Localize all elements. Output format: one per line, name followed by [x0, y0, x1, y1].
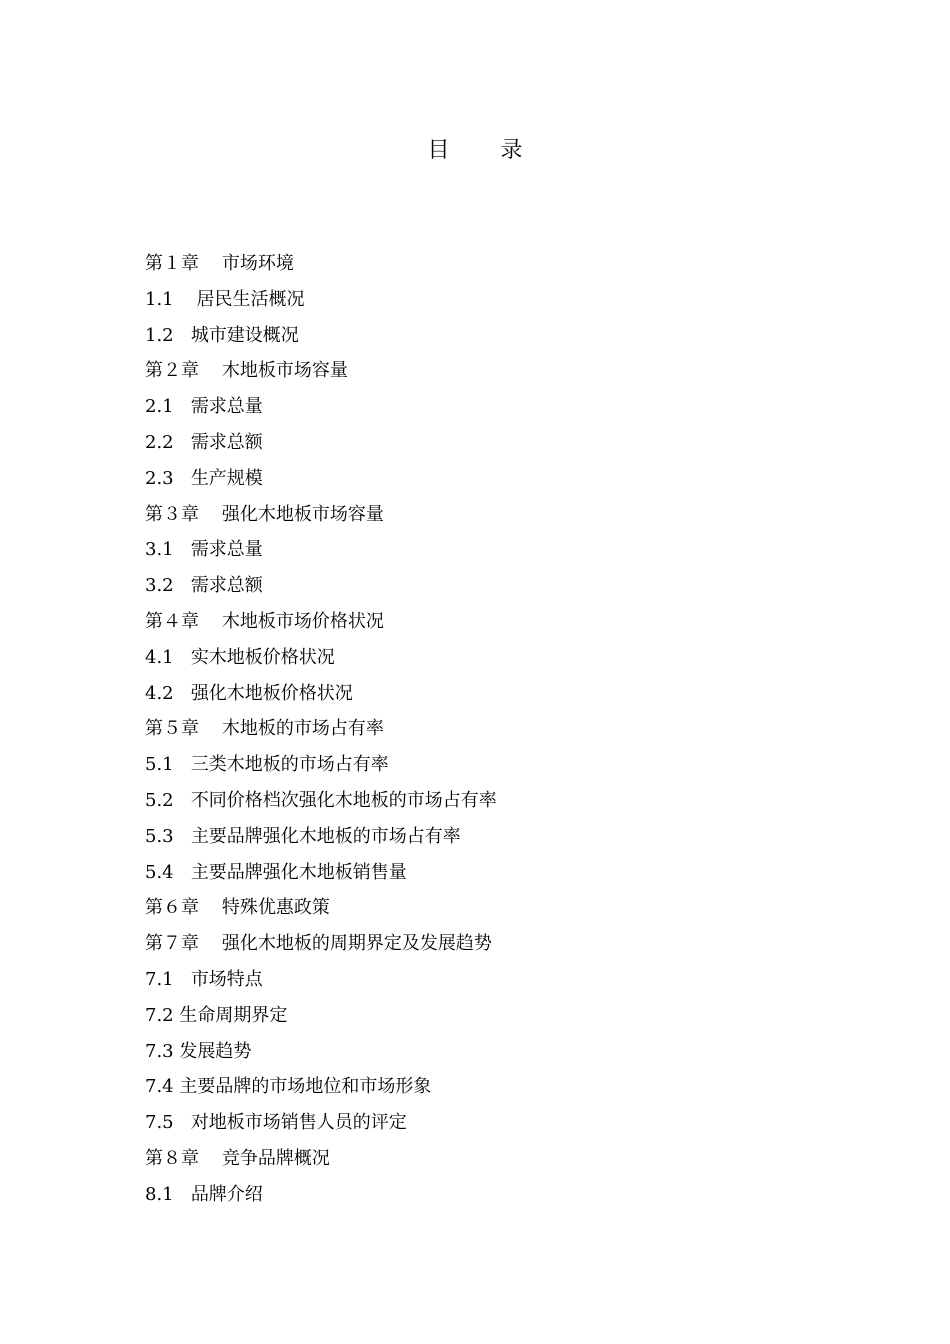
- toc-entry-spacer: [199, 1148, 222, 1169]
- toc-entry-number: 第５章: [145, 718, 199, 740]
- toc-entry: [145, 783, 497, 819]
- toc-entry-title: 生产规模: [190, 467, 263, 489]
- toc-entry-spacer: [174, 468, 191, 489]
- toc-entry-number: 第３章: [145, 503, 199, 525]
- toc-entry-number: 7.4: [145, 1076, 174, 1098]
- page-title: 目 录: [427, 138, 545, 163]
- toc-entry-spacer: [199, 360, 222, 381]
- toc-entry-number: 第７章: [145, 933, 199, 955]
- toc-entry-number: 第４章: [145, 610, 199, 632]
- toc-entry-title: 木地板市场价格状况: [221, 610, 384, 632]
- toc-entry: [145, 640, 497, 676]
- toc-entry-number: 2.3: [145, 467, 174, 489]
- toc-entry-title: 对地板市场销售人员的评定: [190, 1112, 407, 1134]
- toc-entry: [145, 1034, 497, 1070]
- toc-entry-number: 7.5: [145, 1112, 174, 1134]
- toc-entry-spacer: [199, 504, 222, 525]
- toc-entry-number: 5.2: [145, 789, 174, 811]
- toc-entry-number: 2.2: [145, 431, 174, 453]
- toc-entry-spacer: [174, 754, 191, 775]
- toc-entry-title: 生命周期界定: [179, 1004, 288, 1026]
- toc-entry-spacer: [199, 253, 222, 274]
- toc-entry-spacer: [174, 862, 191, 883]
- toc-entry-number: 5.3: [145, 825, 174, 847]
- toc-entry-spacer: [174, 289, 197, 310]
- toc-entry-number: 7.3: [145, 1040, 174, 1062]
- toc-entry-spacer: [174, 575, 191, 596]
- toc-entry: [145, 998, 497, 1034]
- toc-entry: [145, 890, 497, 926]
- toc-entry-number: 1.2: [145, 324, 174, 346]
- toc-entry: [145, 246, 497, 282]
- toc-entry-number: 第２章: [145, 360, 199, 382]
- toc-entry-title: 主要品牌的市场地位和市场形象: [179, 1076, 432, 1098]
- toc-entry-number: 4.1: [145, 646, 174, 668]
- toc-entry-title: 强化木地板价格状况: [190, 682, 353, 704]
- toc-entry: [145, 711, 497, 747]
- toc-entry-title: 需求总量: [190, 539, 263, 561]
- toc-entry-number: 7.2: [145, 1004, 174, 1026]
- toc-entry: [145, 819, 497, 855]
- toc-entry-number: 7.1: [145, 968, 174, 990]
- toc-entry: [145, 568, 497, 604]
- toc-entry-title: 木地板的市场占有率: [221, 718, 384, 740]
- toc-entry: [145, 747, 497, 783]
- toc-entry-title: 不同价格档次强化木地板的市场占有率: [190, 789, 497, 811]
- toc-entry-title: 需求总额: [190, 431, 263, 453]
- toc-entry: [145, 1105, 497, 1141]
- toc-entry: [145, 926, 497, 962]
- toc-entry: [145, 425, 497, 461]
- toc-entry-title: 实木地板价格状况: [190, 646, 335, 668]
- toc-entry-number: 3.1: [145, 539, 174, 561]
- toc-entry-title: 发展趋势: [179, 1040, 252, 1062]
- toc-entry-number: 8.1: [145, 1183, 174, 1205]
- toc-entry-title: 特殊优惠政策: [221, 897, 330, 919]
- toc-entry-title: 居民生活概况: [196, 288, 305, 310]
- toc-entry-number: 2.1: [145, 396, 174, 418]
- toc-entry-number: 5.1: [145, 754, 174, 776]
- toc-entry: [145, 1177, 497, 1213]
- toc-entry: [145, 532, 497, 568]
- toc-entry: [145, 1141, 497, 1177]
- toc-entry-number: 3.2: [145, 575, 174, 597]
- toc-entry-number: 第８章: [145, 1147, 199, 1169]
- table-of-contents: [145, 246, 497, 1213]
- toc-entry-title: 三类木地板的市场占有率: [190, 754, 389, 776]
- toc-entry: [145, 318, 497, 354]
- toc-entry-title: 木地板市场容量: [221, 360, 348, 382]
- toc-entry: [145, 1069, 497, 1105]
- toc-entry-spacer: [174, 1112, 191, 1133]
- toc-entry-spacer: [174, 325, 191, 346]
- toc-entry-title: 市场特点: [190, 968, 263, 990]
- toc-entry-title: 强化木地板市场容量: [221, 503, 384, 525]
- toc-entry: [145, 389, 497, 425]
- toc-entry: [145, 676, 497, 712]
- toc-entry: [145, 497, 497, 533]
- toc-entry: [145, 962, 497, 998]
- toc-entry-title: 城市建设概况: [190, 324, 299, 346]
- toc-entry-number: 5.4: [145, 861, 174, 883]
- toc-entry-spacer: [174, 432, 191, 453]
- toc-entry-number: 4.2: [145, 682, 174, 704]
- toc-entry-title: 品牌介绍: [190, 1183, 263, 1205]
- toc-entry-number: 第６章: [145, 897, 199, 919]
- toc-entry-spacer: [174, 1184, 191, 1205]
- toc-entry-number: 第１章: [145, 253, 199, 274]
- toc-entry-spacer: [199, 933, 222, 954]
- toc-entry-title: 需求总额: [190, 575, 263, 597]
- toc-entry-title: 主要品牌强化木地板销售量: [190, 861, 407, 883]
- toc-entry-spacer: [174, 826, 191, 847]
- toc-entry-title: 强化木地板的周期界定及发展趋势: [221, 933, 492, 955]
- toc-entry-number: 1.1: [145, 288, 174, 310]
- toc-entry-title: 市场环境: [221, 253, 294, 274]
- toc-entry: [145, 461, 497, 497]
- toc-entry-title: 主要品牌强化木地板的市场占有率: [190, 825, 461, 847]
- toc-entry-spacer: [199, 718, 222, 739]
- toc-entry-spacer: [199, 897, 222, 918]
- toc-entry: [145, 282, 497, 318]
- toc-entry-title: 需求总量: [190, 396, 263, 418]
- toc-entry-title: 竞争品牌概况: [221, 1147, 330, 1169]
- toc-entry: [145, 604, 497, 640]
- toc-entry-spacer: [174, 969, 191, 990]
- toc-entry-spacer: [174, 539, 191, 560]
- toc-entry-spacer: [199, 611, 222, 632]
- toc-entry: [145, 353, 497, 389]
- toc-entry-spacer: [174, 647, 191, 668]
- toc-entry-spacer: [174, 790, 191, 811]
- toc-entry: [145, 855, 497, 891]
- toc-entry-spacer: [174, 683, 191, 704]
- toc-entry-spacer: [174, 396, 191, 417]
